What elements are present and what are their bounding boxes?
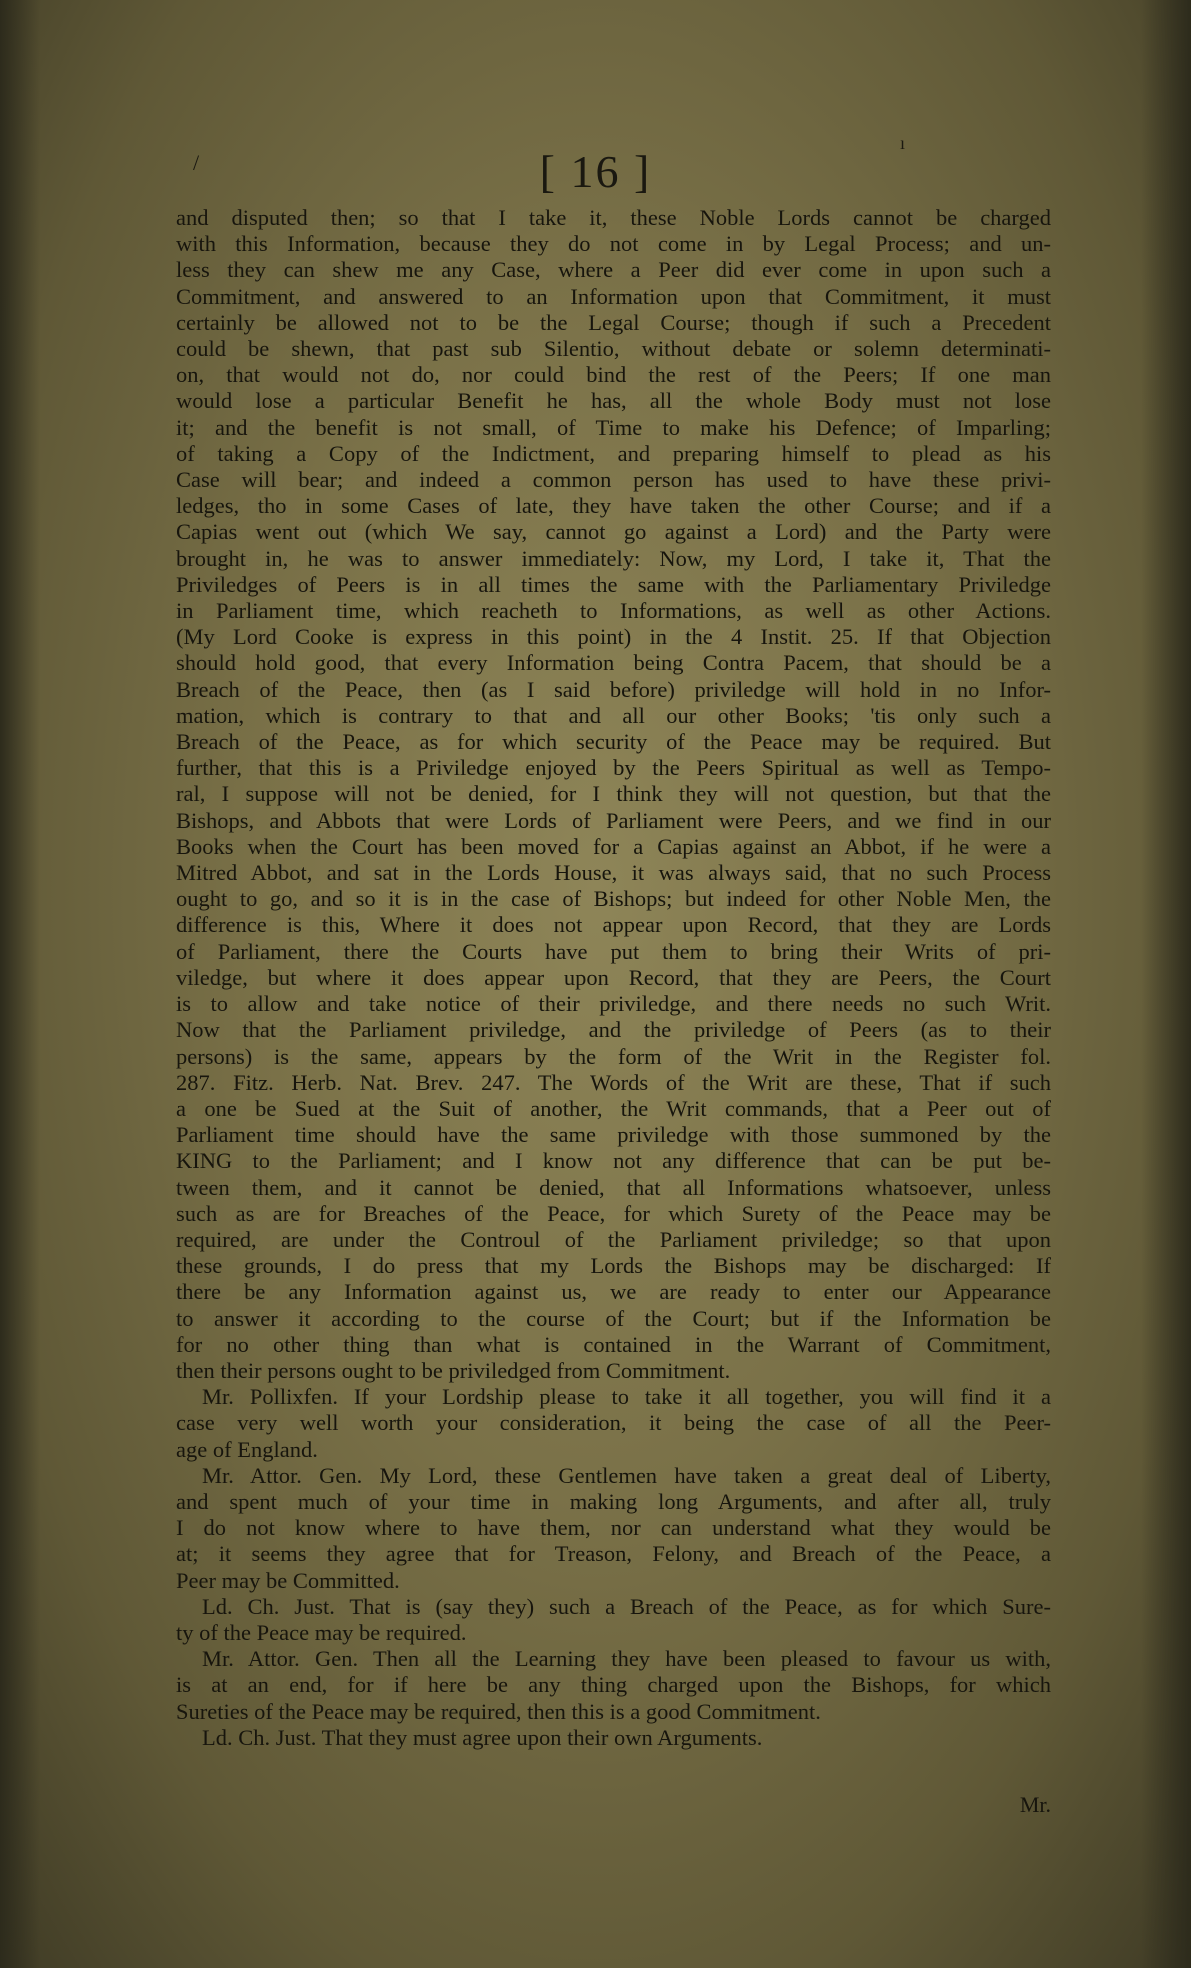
text-line: Mr. Attor. Gen. Then all the Learning they have been pleased to favour us with, [202, 1646, 1051, 1672]
text-line: Case will bear; and indeed a common person has used to have these privi- [176, 467, 1051, 493]
text-line: ty of the Peace may be required. [176, 1619, 467, 1645]
text-line: to answer it according to the course of the Court; but if the Information be [176, 1305, 1051, 1331]
text-line: Bishops, and Abbots that were Lords of Parliament were Peers, and we find in our [176, 807, 1051, 833]
body-text [176, 205, 1051, 1751]
text-line: these grounds, I do press that my Lords the Bishops may be discharged: If [176, 1253, 1051, 1279]
text-line: Mr. Attor. Gen. My Lord, these Gentlemen have taken a great deal of Liberty, [202, 1462, 1051, 1488]
text-line: tween them, and it cannot be denied, that all Informations whatsoever, unless [176, 1174, 1051, 1200]
page-edge-shadow-left [0, 0, 40, 1968]
page-number: [ 16 ] [539, 146, 652, 197]
text-line: Sureties of the Peace may be required, then this is a good Commitment. [176, 1698, 821, 1724]
text-line: of taking a Copy of the Indictment, and preparing himself to plead as his [176, 440, 1051, 466]
ink-mark: ı [900, 133, 906, 153]
text-line: could be shewn, that past sub Silentio, without debate or solemn determinati- [176, 336, 1051, 362]
text-line: Capias went out (which We say, cannot go against a Lord) and the Party were [176, 519, 1051, 545]
text-line: Peer may be Committed. [176, 1567, 400, 1593]
text-line: brought in, he was to answer immediately: Now, my Lord, I take it, That the [176, 545, 1051, 571]
text-line: should hold good, that every Information being Contra Pacem, that should be a [176, 650, 1051, 676]
text-line: 287. Fitz. Herb. Nat. Brev. 247. The Words of the Writ are these, That if such [176, 1069, 1051, 1095]
text-line: Parliament time should have the same priviledge with those summoned by the [176, 1122, 1051, 1148]
text-line: Ld. Ch. Just. That they must agree upon their own Arguments. [202, 1724, 763, 1750]
text-line: ought to go, and so it is in the case of Bishops; but indeed for other Noble Men, the [176, 886, 1051, 912]
text-line: in Parliament time, which reacheth to Informations, as well as other Actions. [176, 598, 1051, 624]
text-line: of Parliament, there the Courts have put them to bring their Writs of pri- [176, 938, 1051, 964]
text-line: then their persons ought to be priviledged from Commitment. [176, 1357, 731, 1383]
text-line: certainly be allowed not to be the Legal Course; though if such a Precedent [176, 309, 1051, 335]
text-line: for no other thing than what is contained in the Warrant of Commitment, [176, 1331, 1051, 1357]
text-line: I do not know where to have them, nor can understand what they would be [176, 1515, 1051, 1541]
text-line: such as are for Breaches of the Peace, for which Surety of the Peace may be [176, 1200, 1051, 1226]
text-line: (My Lord Cooke is express in this point) in the 4 Instit. 25. If that Objection [176, 624, 1051, 650]
text-line: Commitment, and answered to an Information upon that Commitment, it must [176, 283, 1051, 309]
text-line: it; and the benefit is not small, of Time to make his Defence; of Imparling; [176, 414, 1051, 440]
text-line: with this Information, because they do not come in by Legal Process; and un- [176, 231, 1051, 257]
text-line: at; it seems they agree that for Treason, Felony, and Breach of the Peace, a [176, 1541, 1051, 1567]
text-line: Books when the Court has been moved for a Capias against an Abbot, if he were a [176, 833, 1051, 859]
text-line: Breach of the Peace, as for which security of the Peace may be required. But [176, 729, 1051, 755]
text-line: required, are under the Controul of the Parliament priviledge; so that upon [176, 1226, 1051, 1252]
text-line: is at an end, for if here be any thing charged upon the Bishops, for which [176, 1672, 1051, 1698]
text-line: and spent much of your time in making long Arguments, and after all, truly [176, 1488, 1051, 1514]
text-line: a one be Sued at the Suit of another, the Writ commands, that a Peer out of [176, 1095, 1051, 1121]
text-line: persons) is the same, appears by the form of the Writ in the Register fol. [176, 1043, 1051, 1069]
text-line: further, that this is a Priviledge enjoyed by the Peers Spiritual as well as Tempo- [176, 755, 1051, 781]
text-line: Mitred Abbot, and sat in the Lords House, it was always said, that no such Process [176, 860, 1051, 886]
text-line: ledges, tho in some Cases of late, they have taken the other Course; and if a [176, 493, 1051, 519]
text-line: less they can shew me any Case, where a Peer did ever come in upon such a [176, 257, 1051, 283]
text-line: Mr. Pollixfen. If your Lordship please to take it all together, you will find it a [202, 1384, 1051, 1410]
text-line: mation, which is contrary to that and all our other Books; 'tis only such a [176, 702, 1051, 728]
text-line: age of England. [176, 1436, 318, 1462]
text-line: Priviledges of Peers is in all times the same with the Parliamentary Priviledge [176, 571, 1051, 597]
text-line: is to allow and take notice of their priviledge, and there needs no such Writ. [176, 991, 1051, 1017]
text-line: Now that the Parliament priviledge, and the priviledge of Peers (as to their [176, 1017, 1051, 1043]
ink-mark: / [193, 150, 200, 175]
text-line: Breach of the Peace, then (as I said before) priviledge will hold in no Infor- [176, 676, 1051, 702]
text-line: ral, I suppose will not be denied, for I think they will not question, but that the [176, 781, 1051, 807]
text-line: Ld. Ch. Just. That is (say they) such a Breach of the Peace, as for which Sure- [202, 1593, 1051, 1619]
text-line: would lose a particular Benefit he has, all the whole Body must not lose [176, 388, 1051, 414]
page-edge-shadow-right [1141, 0, 1191, 1968]
text-line: KING to the Parliament; and I know not any difference that can be put be- [176, 1148, 1051, 1174]
text-line: and disputed then; so that I take it, these Noble Lords cannot be charged [176, 205, 1051, 230]
text-line: there be any Information against us, we are ready to enter our Appearance [176, 1279, 1051, 1305]
catchword: Mr. [1019, 1792, 1051, 1817]
text-line: viledge, but where it does appear upon Record, that they are Peers, the Court [176, 964, 1051, 990]
text-line: difference is this, Where it does not appear upon Record, that they are Lords [176, 912, 1051, 938]
text-line: case very well worth your consideration, it being the case of all the Peer- [176, 1410, 1051, 1436]
text-line: on, that would not do, nor could bind the rest of the Peers; If one man [176, 362, 1051, 388]
